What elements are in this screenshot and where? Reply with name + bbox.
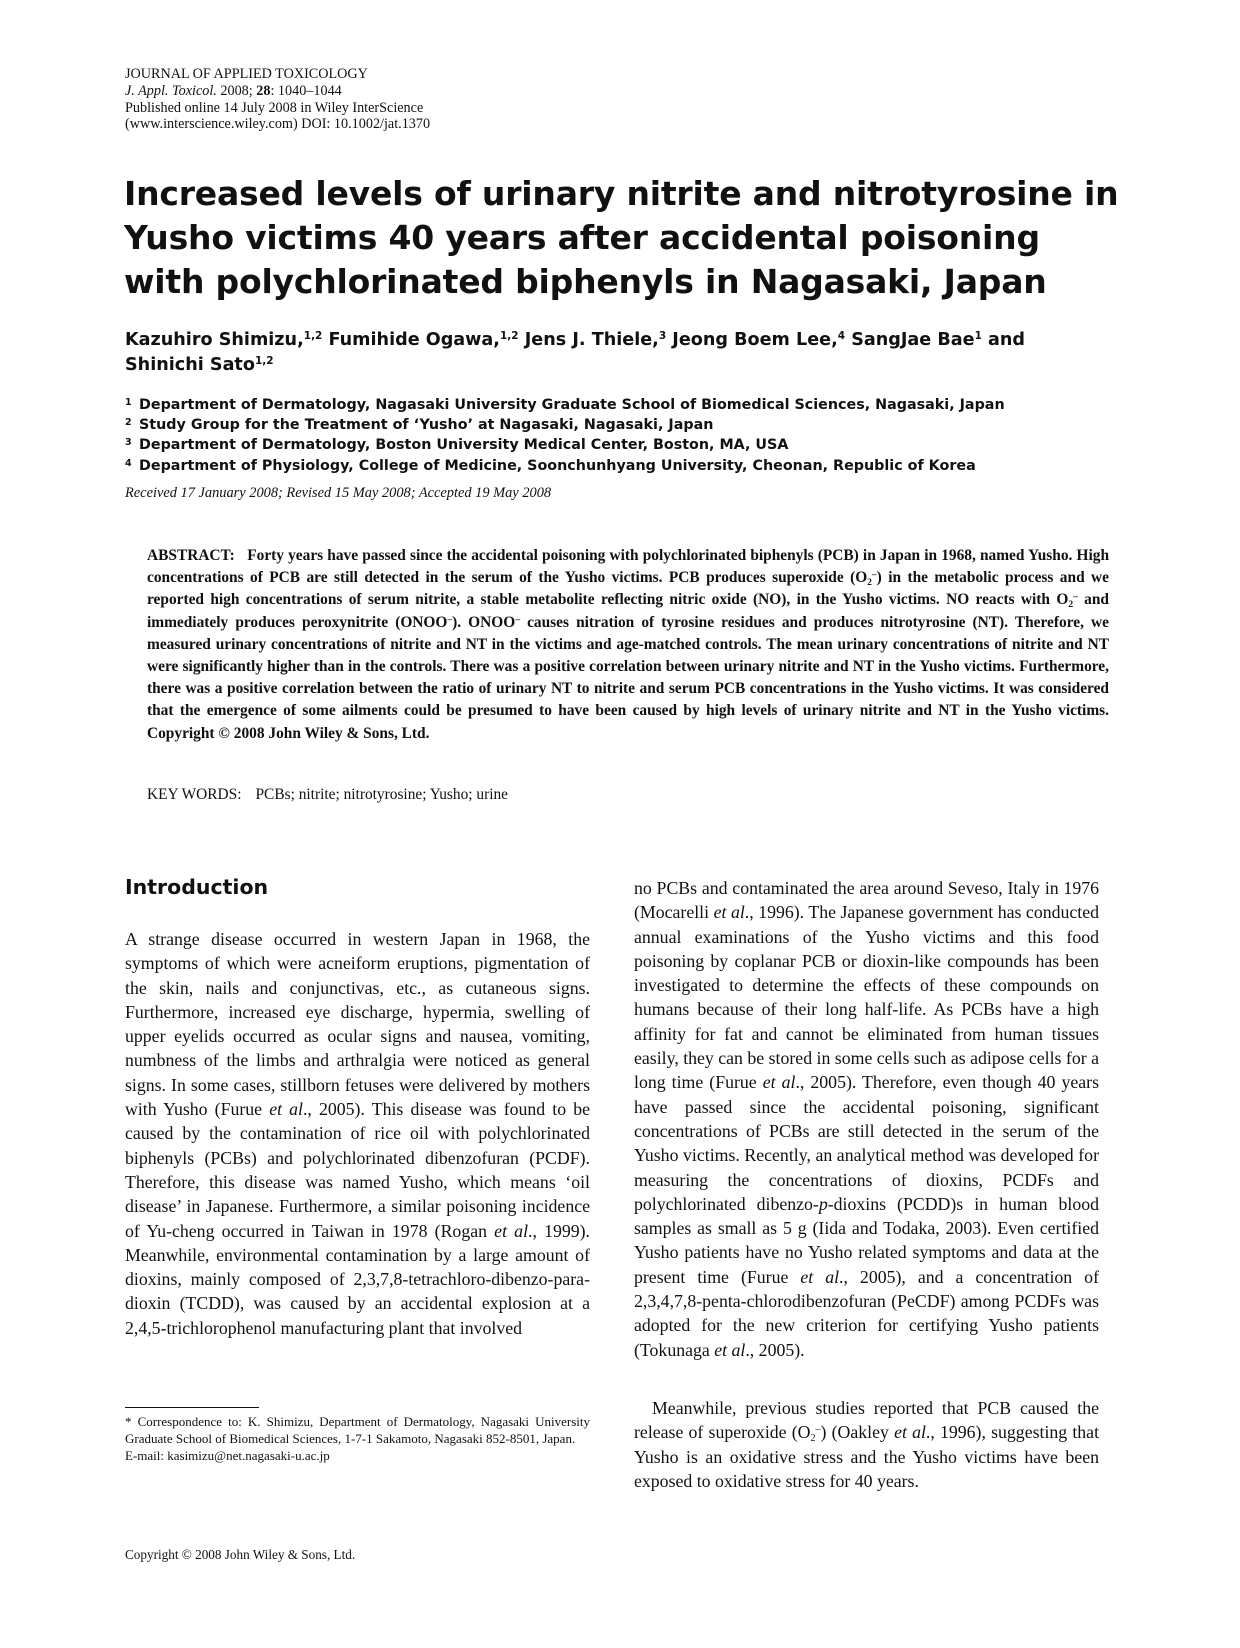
keywords-list: PCBs; nitrite; nitrotyrosine; Yusho; urine [255,786,509,803]
citation-abbrev: J. Appl. Toxicol. [125,82,217,99]
correspondence-text: * Correspondence to: K. Shimizu, Department of Dermatology, Nagasaki University Graduate School of Biomedical Sciences, 1-7-1 Sakamoto, Nagasaki 852-8501, Japan. [125,1414,590,1447]
author: Jens J. Thiele,$^3$ [524,330,667,350]
journal-header [125,66,430,133]
page-copyright: Copyright © 2008 John Wiley & Sons, Ltd. [125,1547,356,1562]
author: Shinichi Sato$^{1,2}$ [125,355,274,375]
journal-citation [125,83,430,100]
abstract-label: ABSTRACT: [147,547,235,564]
author: Jeong Boem Lee,$^4$ [672,330,846,350]
section-heading-introduction: Introduction [125,875,269,899]
abstract: ABSTRACT: Forty years have passed since the accidental poisoning with polychlorinated biphenyls (PCB) in Japan in 1968, named Yusho. High concentrations of PCB are still detected in the serum of the Yusho victims. PCB produces superoxide $(O_2^-)$ in the metabolic process and we reported high concentrations of serum nitrite, a stable metabolite reflecting nitric oxide (NO), in the Yusho victims. NO reacts with $O_2^-$ and immediately produces peroxynitrite (ONOO–). ONOO– causes nitration of tyrosine residues and produces nitrotyrosine (NT). Therefore, we measured urinary concentrations of nitrite and NT in the victims and age-matched controls. The mean urinary concentrations of nitrite and NT were significantly higher than in the controls. There was a positive correlation between urinary nitrite and NT in the Yusho victims. Furthermore, there was a positive correlation between the ratio of urinary NT to nitrite and serum PCB concentrations in the Yusho victims. It was considered that the emergence of some ailments could be presumed to have been caused by high levels of urinary nitrite and NT in the Yusho victims. Copyright © 2008 John Wiley & Sons, Ltd. [147,547,1110,742]
correspondence-footnote [125,1413,590,1465]
paragraph: no PCBs and contaminated the area around Seveso, Italy in 1976 (Mocarelli et al., 1996). The Japanese government has conducted annual examinations of the Yusho victims and this food poisoning by coplanar PCB or dioxin-like compounds has been investigated to determine the effects of these compounds on humans because of their long half-life. As PCBs have a high affinity for fat and cannot be eliminated from human tissues easily, they can be stored in some cells such as adipose cells for a long time (Furue et al., 2005). Therefore, even though 40 years have passed since the accidental poisoning, significant concentrations of PCBs are still detected in the serum of the Yusho victims. Recently, an analytical method was developed for measuring the concentrations of dioxins, PCDFs and polychlorinated dibenzo-p-dioxins (PCDD)s in human blood samples as small as 5 g (Iida and Todaka, 2003). Even certified Yusho patients have no Yusho related symptoms and data at the present time (Furue et al., 2005), and a concentration of 2,3,4,7,8-penta-chlorodibenzofuran (PeCDF) among PCDFs was adopted for the new criterion for certifying Yusho patients (Tokunaga et al., 2005). [634,878,1099,1360]
keywords-label: KEY WORDS: [147,786,242,803]
affiliation-list [125,395,1125,476]
author: SangJae Bae$^1$ and [851,330,1026,350]
affiliation: 2 Study Group for the Treatment of ‘Yusho’ at Nagasaki, Nagasaki, Japan [125,417,714,434]
citation-year: 2008; [220,82,253,99]
doi: (www.interscience.wiley.com) DOI: 10.1002/jat.1370 [125,116,431,133]
author: Kazuhiro Shimizu,$^{1,2}$ [125,330,323,350]
article-title: Increased levels of urinary nitrite and nitrotyrosine in Yusho victims 40 years after accidental poisoning with polychlorinated biphenyls in Nagasaki, Japan [124,174,1119,301]
publication-info: Published online 14 July 2008 in Wiley InterScience [125,99,424,116]
footnote-divider [125,1407,259,1408]
correspondence-email: E-mail: kasimizu@net.nagasaki-u.ac.jp [125,1448,330,1464]
paragraph: A strange disease occurred in western Japan in 1968, the symptoms of which were acneiform eruptions, pigmentation of the skin, nails and conjunctivas, etc., as cutaneous signs. Furthermore, increased eye discharge, hypermia, swelling of upper eyelids occurred as ocular signs and nausea, vomiting, numbness of the limbs and arthralgia were noticed as general signs. In some cases, stillborn fetuses were delivered by mothers with Yusho (Furue et al., 2005). This disease was found to be caused by the contamination of rice oil with polychlorinated biphenyls (PCBs) and polychlorinated dibenzofuran (PCDF). Therefore, this disease was named Yusho, which means ‘oil disease’ in Japanese. Furthermore, a similar poisoning incidence of Yu-cheng occurred in Taiwan in 1978 (Rogan et al., 1999). Meanwhile, environmental contamination by a large amount of dioxins, mainly composed of 2,3,7,8-tetrachloro-dibenzo-para-dioxin (TCDD), was caused by an accidental explosion at a 2,4,5-trichlorophenol manufacturing plant that involved [125,929,591,1338]
citation-volume: 28 [256,82,271,99]
author: Fumihide Ogawa,$^{1,2}$ [328,330,519,350]
keywords [147,786,508,804]
paragraph: Meanwhile, previous studies reported that PCB caused the release of superoxide $(O_2^-)$ (Oakley et al., 1996), suggesting that Yusho is an oxidative stress and the Yusho victims have been exposed to oxidative stress for 40 years. [634,1398,1100,1491]
affiliation: 1 Department of Dermatology, Nagasaki University Graduate School of Biomedical Sciences, Nagasaki, Japan [125,397,1005,413]
affiliation: 3 Department of Dermatology, Boston University Medical Center, Boston, MA, USA [125,437,789,454]
affiliation: 4 Department of Physiology, College of Medicine, Soonchunhyang University, Cheonan, Republic of Korea [125,457,976,474]
received-dates: Received 17 January 2008; Revised 15 May 2008; Accepted 19 May 2008 [125,485,552,501]
author-list [125,328,1125,378]
journal-name: JOURNAL OF APPLIED TOXICOLOGY [125,66,368,82]
citation-pages: : 1040–1044 [270,82,342,99]
